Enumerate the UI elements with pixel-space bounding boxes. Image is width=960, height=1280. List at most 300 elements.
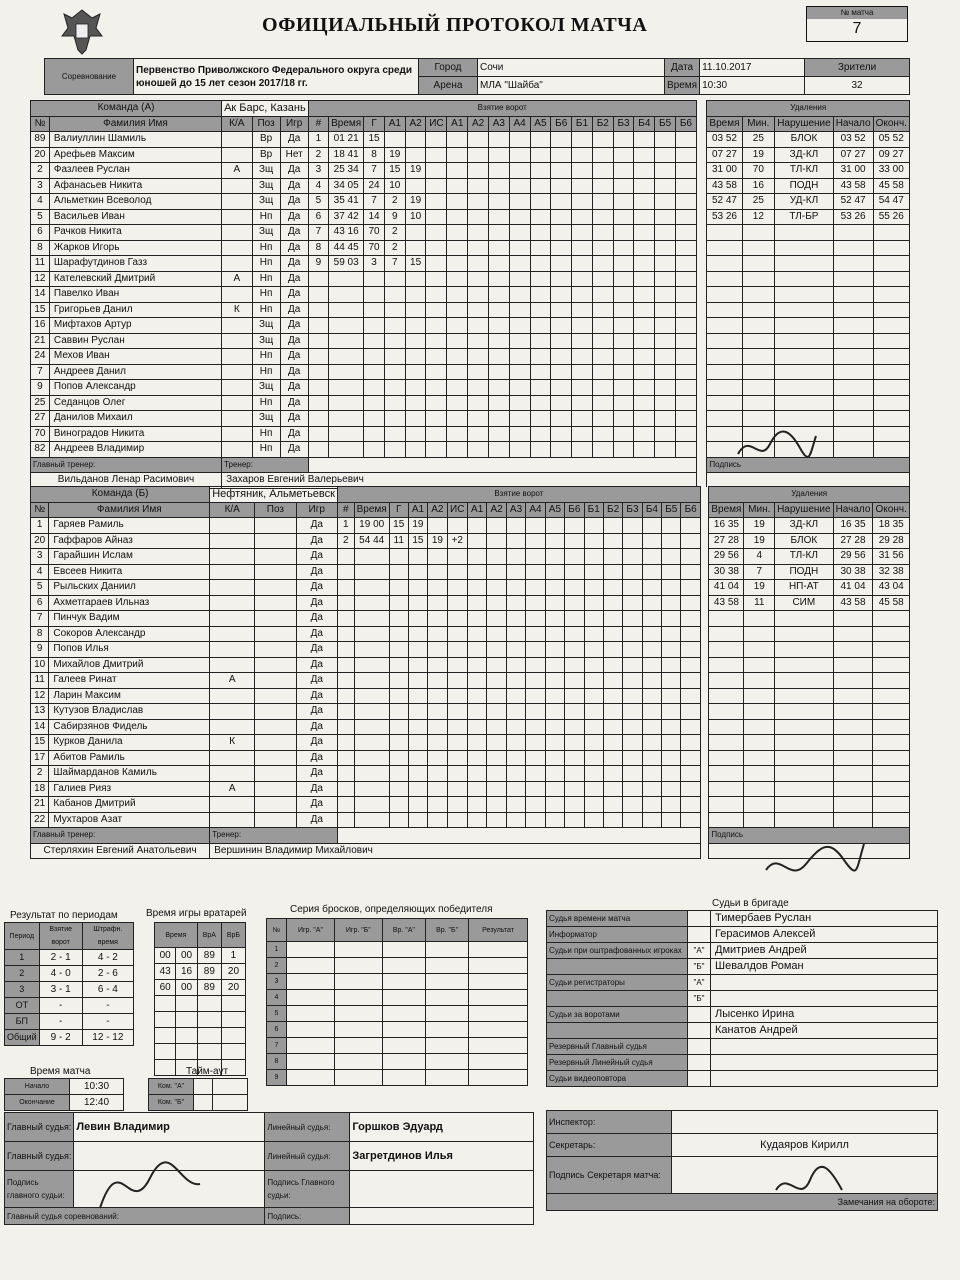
table-row [547,1071,938,1087]
pen-start-sec: 04 [854,581,866,593]
player-ka [210,611,255,627]
official-name [711,991,938,1007]
pen-infraction: БЛОК [775,132,834,148]
goal-player: 10 [405,209,426,225]
table-row [31,225,910,241]
player-ka [210,719,255,735]
goal-player: 8 [364,147,385,163]
period-goals: 2 - 1 [39,950,82,966]
player-play: Да [296,797,337,813]
player-pos [255,812,296,828]
player-number: 8 [31,240,50,256]
pen-sec: 47 [725,195,737,207]
player-ka: А [222,163,253,179]
pen-start-min: 52 [840,195,852,207]
table-row [31,549,910,565]
results-col: Взятие ворот [39,923,82,950]
pen-start-sec: 58 [854,596,866,608]
table-row [31,395,910,411]
table-row [31,147,910,163]
goal-col: ИС [447,502,467,518]
shootout-col: Игр. "Б" [334,919,382,942]
table-row [267,1006,528,1022]
player-pos [255,766,296,782]
goalie-value: 16 [176,964,197,980]
goalie-value: 89 [197,980,221,996]
pen-infraction: СИМ [775,595,834,611]
player-number: 14 [31,287,50,303]
goal-player: 70 [364,225,385,241]
goal-min: 59 [333,257,345,269]
player-play: Да [280,333,308,349]
player-pos: Зщ [252,318,280,334]
table-row [31,287,910,303]
player-name: Мухтаров Азат [49,812,210,828]
pen-player: 19 [744,580,775,596]
player-name: Сокоров Александр [49,626,210,642]
player-play: Да [280,302,308,318]
timeout-a-label: Ком. "А" [149,1079,194,1095]
pen-infraction: УД-КЛ [775,194,834,210]
head-coach-label: Главный тренер: [31,828,210,844]
head-coach: Вильданов Ленар Расимович [31,473,222,489]
player-pos: Зщ [252,380,280,396]
official-role: Судьи при оштрафованных игроках [547,943,688,959]
player-ka [222,395,253,411]
official-role [547,1023,688,1039]
player-pos: Зщ [252,163,280,179]
pen-player: 12 [742,209,775,225]
pen-start-min: 07 [840,148,852,160]
player-number: 10 [31,657,49,673]
signature-team-b [760,830,870,890]
goalie-value: 43 [155,964,176,980]
player-number: 82 [31,442,50,458]
period: 2 [5,966,40,982]
player-name: Шаймарданов Камиль [49,766,210,782]
shootout-num: 3 [267,974,287,990]
table-row [547,927,938,943]
table-row [31,364,910,380]
results-col: Штрафн. время [82,923,133,950]
goal-min: 43 [333,226,345,238]
pen-end-sec: 56 [892,550,904,562]
goalie-time-title: Время игры вратарей [146,908,247,919]
player-number: 7 [31,611,49,627]
goal-col: Б6 [675,116,696,132]
shootout-num: 5 [267,1006,287,1022]
goal-player: 19 [408,518,427,534]
pen-player: 7 [744,564,775,580]
player-number: 70 [31,426,50,442]
player-pos [255,564,296,580]
player-number: 16 [31,318,50,334]
match-time-table [4,1078,124,1111]
goalie-time-table [154,922,246,1076]
player-pos: Нп [252,349,280,365]
goal-col: ИС [426,116,447,132]
goal-extra: +2 [447,533,467,549]
table-row [547,975,938,991]
player-play: Да [280,442,308,458]
player-play: Да [280,318,308,334]
player-number: 8 [31,626,49,642]
penalty-col: Нарушение [775,502,834,518]
player-name: Фазлеев Руслан [49,163,221,179]
period-pim: - [82,1014,133,1030]
player-ka [210,549,255,565]
table-row [31,349,910,365]
pen-end-min: 29 [878,534,890,546]
table-row [5,966,134,982]
goal-player [405,240,426,256]
goal-col: Б2 [603,502,622,518]
player-play: Нет [280,147,308,163]
penalty-col: Начало [833,502,873,518]
goalie-value: 89 [197,948,221,964]
table-row [31,611,910,627]
pen-start-min: 03 [840,133,852,145]
player-number: 11 [31,256,50,272]
pen-end-sec: 35 [892,519,904,531]
goal-player [405,132,426,148]
player-play: Да [280,411,308,427]
player-play: Да [280,209,308,225]
table-row [267,1070,528,1086]
player-ka [210,704,255,720]
official-name [711,1039,938,1055]
goal-col: Время [329,116,364,132]
goal-sec: 03 [347,257,359,269]
shootout-title: Серия бросков, определяющих победителя [290,904,493,915]
table-row [155,948,246,964]
shootout-col: Вр. "А" [382,919,425,942]
goal-player [405,178,426,194]
goal-col: Б5 [655,116,676,132]
player-number: 1 [31,518,49,534]
player-pos [255,642,296,658]
table-row [547,911,938,927]
timeout-table [148,1078,248,1111]
coach-label: Тренер: [222,457,309,473]
pen-infraction: НП-АТ [775,580,834,596]
player-name: Павелко Иван [49,287,221,303]
period-goals: 4 - 0 [39,966,82,982]
player-play: Да [280,194,308,210]
table-row [31,719,910,735]
player-ka [210,688,255,704]
signature-secretary [770,1160,850,1210]
table-row [31,256,910,272]
goal-num: 9 [308,256,328,272]
pen-end-min: 05 [878,133,890,145]
col-pos: Поз [252,116,280,132]
pen-start-min: 43 [840,179,852,191]
official-role [547,959,688,975]
goal-player: 7 [364,163,385,179]
player-name: Валиуллин Шамиль [49,132,221,148]
player-pos: Нп [252,256,280,272]
goal-player: 15 [364,132,385,148]
player-ka [210,564,255,580]
goal-sec: 34 [347,164,359,176]
penalty-col: Мин. [744,502,775,518]
competition-name: Первенство Приволжского Федерального округа среди юношей до 15 лет сезон 2017/18 гг. [134,59,419,95]
goal-col: Б2 [592,116,613,132]
table-row [31,240,910,256]
goal-min: 35 [333,195,345,207]
goal-player: 7 [384,256,405,272]
player-number: 12 [31,688,49,704]
main-sign-label: Подпись главного судьи: [5,1171,74,1208]
player-name: Михайлов Дмитрий [49,657,210,673]
table-row [31,735,910,751]
goalie-value: 89 [197,964,221,980]
main-sign2-label: Подпись Главного судьи: [265,1171,350,1208]
player-number: 14 [31,719,49,735]
official-role: Резервный Главный судья [547,1039,688,1055]
table-row [31,302,910,318]
player-number: 7 [31,364,50,380]
pen-infraction: ПОДН [775,564,834,580]
official-role [547,991,688,1007]
player-name: Григорьев Данил [49,302,221,318]
official-tag [688,1039,711,1055]
player-pos: Зщ [252,411,280,427]
player-number: 89 [31,132,50,148]
table-row [31,271,910,287]
goal-col: # [308,116,328,132]
goal-col: Б6 [551,116,572,132]
table-row [31,642,910,658]
match-start: 10:30 [70,1079,124,1095]
player-name: Афанасьев Никита [49,178,221,194]
table-row [31,657,910,673]
player-ka [222,194,253,210]
goal-player [384,132,405,148]
period-goals: 9 - 2 [39,1030,82,1046]
team_b-roster [30,486,910,859]
player-play: Да [296,781,337,797]
goal-player: 15 [384,163,405,179]
pen-sec: 38 [727,565,739,577]
player-pos [255,735,296,751]
player-ka [222,349,253,365]
goalie-value: 00 [176,980,197,996]
player-number: 21 [31,797,49,813]
player-number: 15 [31,735,49,751]
shootout-col: Вр. "Б" [426,919,469,942]
player-number: 15 [31,302,50,318]
pen-end-min: 43 [878,581,890,593]
team_a-label: Команда (А) [31,101,222,117]
player-name: Васильев Иван [49,209,221,225]
pen-end-sec: 52 [892,133,904,145]
player-name: Шарафутдинов Газз [49,256,221,272]
player-play: Да [296,688,337,704]
goal-col: А3 [506,502,525,518]
player-ka [210,812,255,828]
goal-sec: 16 [347,226,359,238]
table-row [31,380,910,396]
player-pos: Вр [252,147,280,163]
arena-label: Арена [419,77,478,95]
pen-min: 29 [713,550,726,562]
official-name: Лысенко Ирина [711,1007,938,1023]
player-pos: Нп [252,209,280,225]
line-ref2-label: Линейный судья: [265,1142,350,1171]
table-row [547,1039,938,1055]
player-pos [255,533,296,549]
shootout-num: 4 [267,990,287,1006]
goal-sec: 44 [373,534,385,546]
col-name: Фамилия Имя [49,502,210,518]
table-row [547,1023,938,1039]
signature-label: Подпись [709,828,910,844]
table-row [547,1007,938,1023]
line-ref-label: Линейный судья: [265,1113,350,1142]
pen-infraction: ЗД-КЛ [775,518,834,534]
period: ОТ [5,998,40,1014]
player-play: Да [296,812,337,828]
player-number: 13 [31,704,49,720]
pen-sec: 28 [727,534,739,546]
pen-start-sec: 38 [854,565,866,577]
pen-start-sec: 00 [854,164,866,176]
table-row [547,1055,938,1071]
official-name: Канатов Андрей [711,1023,938,1039]
pen-player: 11 [744,595,775,611]
player-name: Виноградов Никита [49,426,221,442]
city-label: Город [419,59,478,77]
goal-col: А2 [405,116,426,132]
player-name: Курков Данила [49,735,210,751]
period-results [4,922,134,1046]
player-play: Да [280,426,308,442]
player-ka [210,595,255,611]
pen-min: 41 [713,581,726,593]
goal-num: 1 [337,518,354,534]
goal-sec: 45 [347,241,359,253]
goal-player: 2 [384,194,405,210]
pen-start-sec: 26 [854,210,866,222]
player-name: Гаряев Рамиль [49,518,210,534]
player-name: Андреев Данил [49,364,221,380]
penalty-col: Нарушение [775,116,834,132]
team_a-goals-title: Взятие ворот [308,101,696,117]
game-number: 7 [852,20,862,37]
pen-infraction: ТЛ-БР [775,209,834,225]
col-name: Фамилия Имя [49,116,221,132]
period-pim: 4 - 2 [82,950,133,966]
player-pos: Зщ [252,194,280,210]
secretary-table [546,1110,938,1211]
player-number: 3 [31,549,49,565]
city: Сочи [478,59,665,77]
official-tag [688,927,711,943]
player-pos [255,580,296,596]
shootout-num: 6 [267,1022,287,1038]
player-play: Да [296,564,337,580]
player-play: Да [280,256,308,272]
col-ka: К/А [210,502,255,518]
emblem-icon [58,6,106,58]
official-tag: "А" [688,943,711,959]
goal-col: А1 [384,116,405,132]
player-number: 22 [31,812,49,828]
shootout-col: Игр. "А" [286,919,334,942]
signature-main-referee [90,1148,210,1218]
player-play: Да [280,178,308,194]
goal-col: А5 [530,116,551,132]
player-name: Андреев Владимир [49,442,221,458]
player-name: Ахметгараев Ильназ [49,595,210,611]
goal-col: Б3 [623,502,642,518]
table-row [31,518,910,534]
goal-num: 3 [308,163,328,179]
player-name: Арефьев Максим [49,147,221,163]
table-row [31,178,910,194]
player-ka [210,626,255,642]
pen-end-sec: 47 [892,195,904,207]
goalie-col: ВрБ [221,923,245,948]
pen-sec: 27 [725,148,737,160]
goalie-value: 00 [155,948,176,964]
player-name: Пинчук Вадим [49,611,210,627]
player-name: Сабирзянов Фидель [49,719,210,735]
pen-start-min: 53 [840,210,852,222]
official-name: Тимербаев Руслан [711,911,938,927]
pen-end-min: 33 [878,164,890,176]
official-role: Информатор [547,927,688,943]
goal-player: 15 [408,533,427,549]
pen-start-min: 41 [840,581,852,593]
table-row [31,766,910,782]
table-row [5,1030,134,1046]
penalty-col: Оконч. [873,116,909,132]
official-role: Судьи видеоповтора [547,1071,688,1087]
team_a-name: Ак Барс, Казань [222,101,309,117]
pen-player: 19 [742,147,775,163]
goal-col: А1 [467,502,486,518]
goal-player: 2 [384,240,405,256]
player-pos [255,781,296,797]
period: БП [5,1014,40,1030]
page-title: ОФИЦИАЛЬНЫЙ ПРОТОКОЛ МАТЧА [262,14,648,36]
pen-min: 27 [713,534,726,546]
goal-col: Б6 [681,502,700,518]
pen-end-min: 54 [878,195,890,207]
player-play: Да [296,719,337,735]
goal-num: 6 [308,209,328,225]
pen-start-sec: 28 [854,534,866,546]
pen-end-sec: 38 [892,565,904,577]
player-play: Да [296,750,337,766]
player-name: Попов Илья [49,642,210,658]
pen-player: 19 [744,533,775,549]
signature-team-a [730,424,820,470]
goal-col: Б4 [634,116,655,132]
goal-col: А5 [545,502,564,518]
table-row [31,209,910,225]
period-goals: - [39,998,82,1014]
match-end: 12:40 [70,1095,124,1111]
pen-player: 19 [744,518,775,534]
pen-player: 4 [744,549,775,565]
shootout-num: 9 [267,1070,287,1086]
player-play: Да [296,549,337,565]
pen-min: 52 [711,195,724,207]
